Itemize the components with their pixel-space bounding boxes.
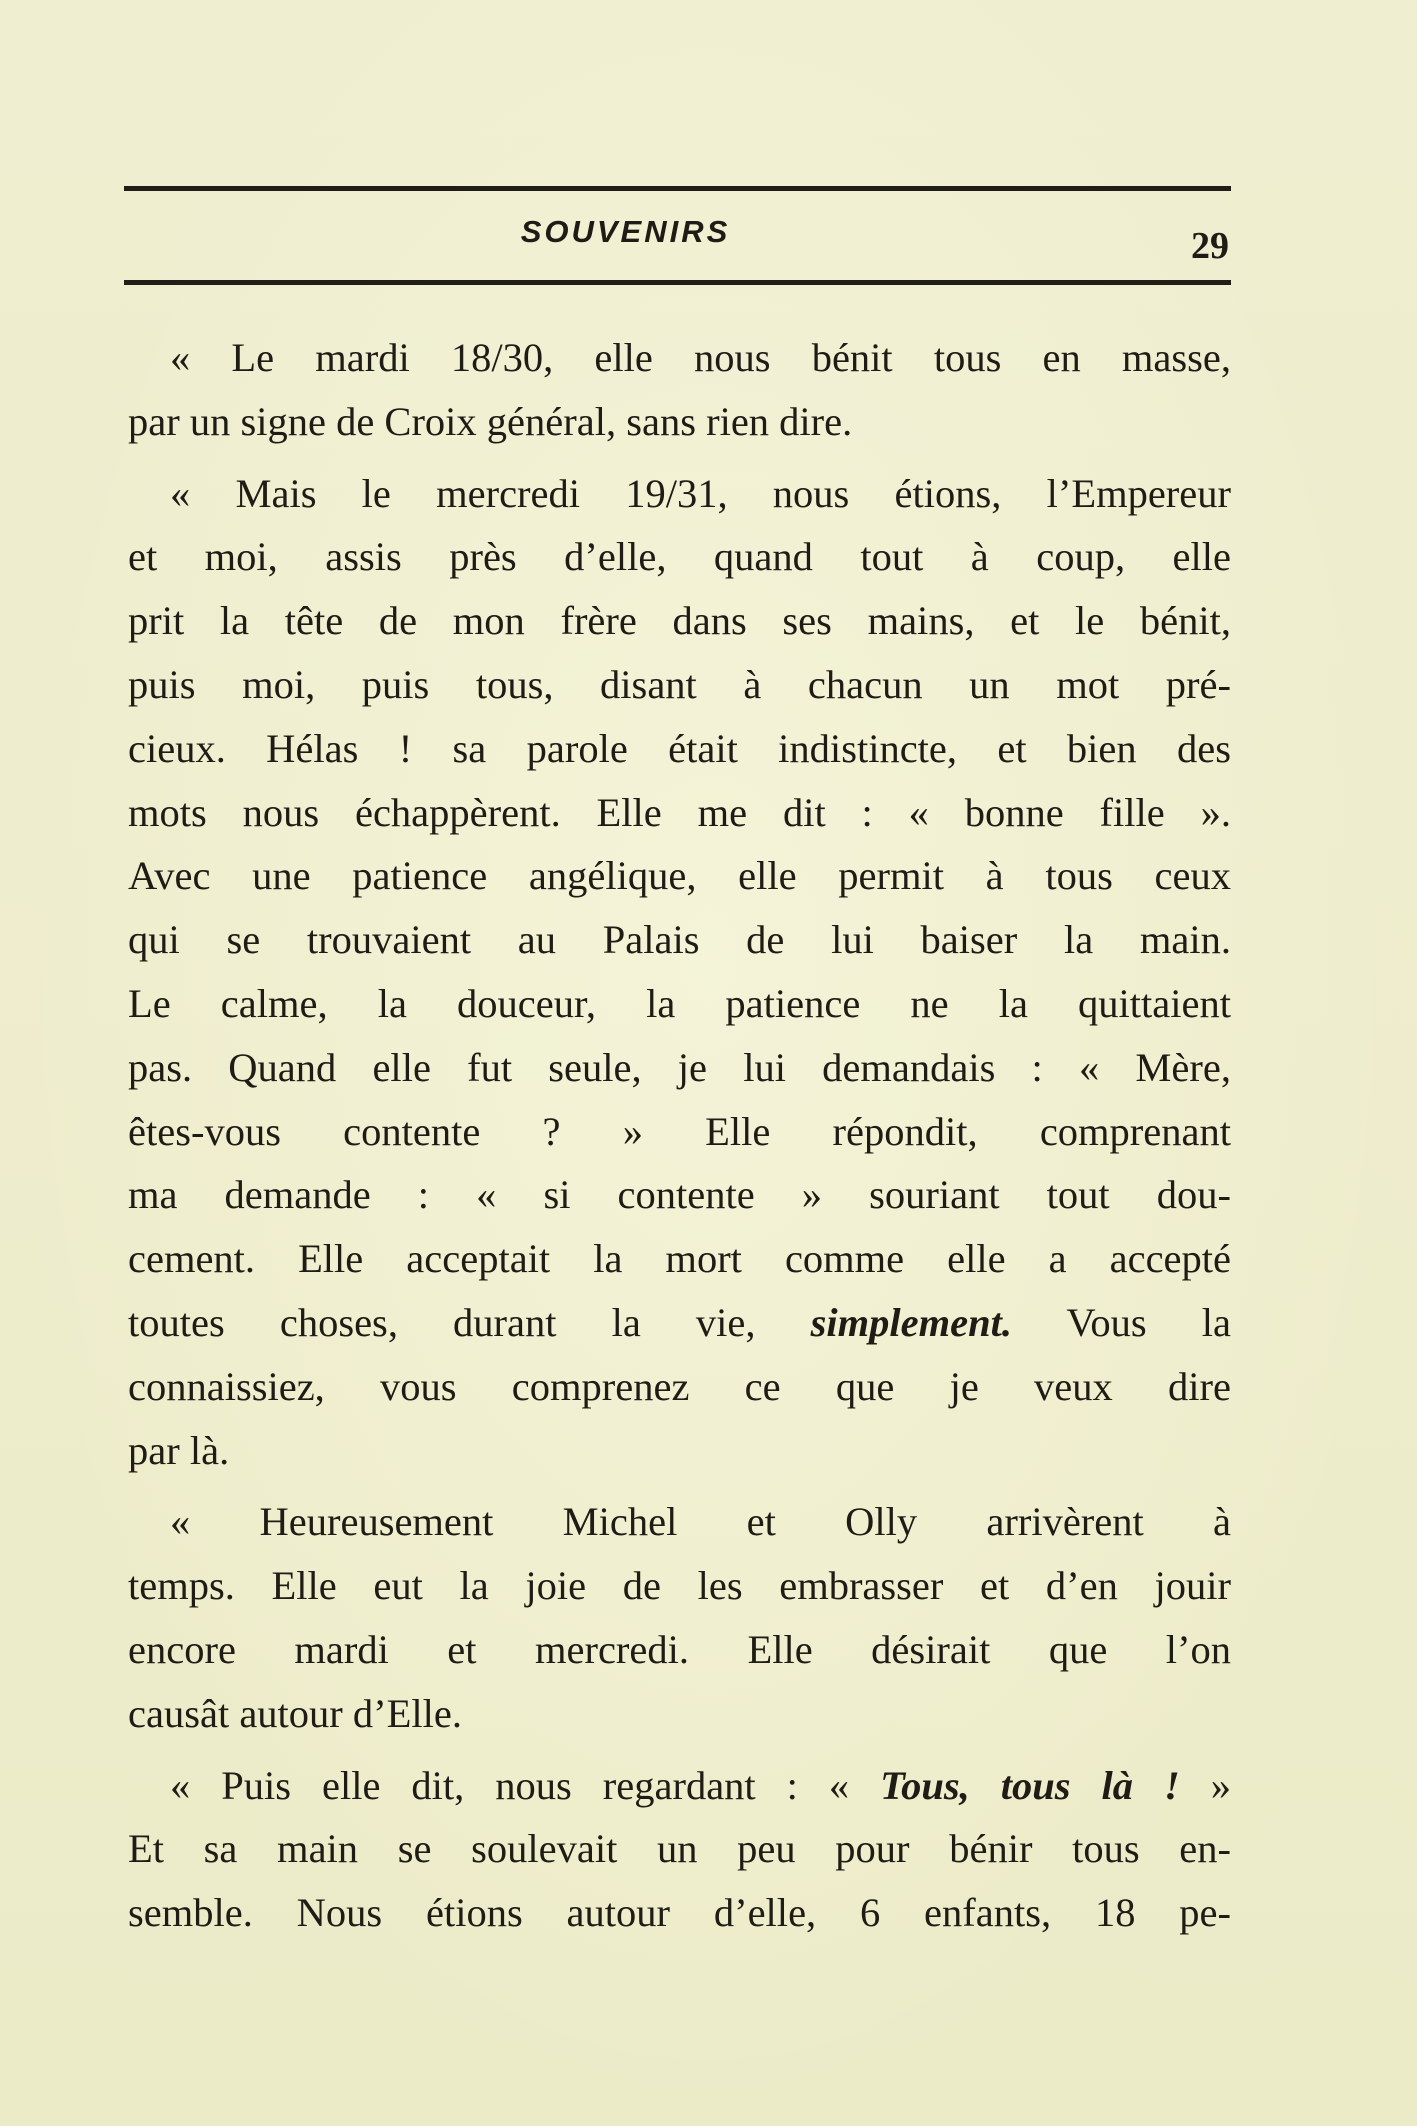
- italic-run: Tous, tous là !: [880, 1762, 1180, 1808]
- text-line: semble. Nous étions autour d’elle, 6 enfants, 18 pe-: [128, 1890, 1231, 1936]
- text-line: prit la tête de mon frère dans ses mains, et le bénit,: [128, 598, 1231, 644]
- text-run: Vous la: [1012, 1299, 1231, 1345]
- text-line: ma demande : « si contente » souriant tout dou-: [128, 1172, 1231, 1218]
- running-head: [124, 212, 1231, 267]
- text-line: Et sa main se soulevait un peu pour bénir tous en-: [128, 1826, 1231, 1872]
- text-line: Le calme, la douceur, la patience ne la quittaient: [128, 980, 1231, 1026]
- text-line: puis moi, puis tous, disant à chacun un mot pré-: [128, 661, 1231, 707]
- text-line: mots nous échappèrent. Elle me dit : « bonne fille ».: [128, 789, 1231, 835]
- text-line: cieux. Hélas ! sa parole était indistincte, et bien des: [128, 725, 1231, 771]
- running-title: SOUVENIRS: [520, 214, 731, 249]
- italic-run: simplement.: [810, 1299, 1013, 1345]
- text-line: cement. Elle acceptait la mort comme elle a accepté: [128, 1236, 1231, 1282]
- paragraph: [128, 1754, 1231, 1945]
- text-line: « Mais le mercredi 19/31, nous étions, l’Empereur: [170, 470, 1231, 516]
- paragraph: [128, 462, 1231, 1483]
- paragraph: [128, 326, 1231, 454]
- text-line: causât autour d’Elle.: [128, 1690, 462, 1736]
- text-line: « Heureusement Michel et Olly arrivèrent à: [170, 1499, 1231, 1545]
- paragraph: [128, 1490, 1231, 1745]
- text-line: pas. Quand elle fut seule, je lui demandais : « Mère,: [128, 1044, 1231, 1090]
- text-line: qui se trouvaient au Palais de lui baiser la main.: [128, 917, 1231, 963]
- text-line: « Le mardi 18/30, elle nous bénit tous en masse,: [170, 335, 1231, 380]
- header-rule-top: [124, 186, 1231, 191]
- text-run: »: [1179, 1762, 1232, 1808]
- text-line: et moi, assis près d’elle, quand tout à coup, elle: [128, 534, 1231, 580]
- text-line: par là.: [128, 1427, 230, 1473]
- text-run: toutes choses, durant la vie,: [128, 1299, 811, 1345]
- text-line-mixed: [128, 1291, 1231, 1355]
- text-line: encore mardi et mercredi. Elle désirait que l’on: [128, 1626, 1231, 1672]
- header-rule-bottom: [124, 280, 1231, 285]
- text-run: « Puis elle dit, nous regardant : «: [170, 1762, 881, 1808]
- body-text: [128, 326, 1231, 1945]
- text-line: êtes-vous contente ? » Elle répondit, comprenant: [128, 1108, 1231, 1154]
- text-line: Avec une patience angélique, elle permit à tous ceux: [128, 853, 1231, 899]
- page-number: 29: [1191, 225, 1229, 267]
- text-line-mixed: [128, 1754, 1231, 1818]
- text-line: temps. Elle eut la joie de les embrasser et d’en jouir: [128, 1563, 1231, 1609]
- text-line: par un signe de Croix général, sans rien dire.: [128, 398, 853, 444]
- text-line: connaissiez, vous comprenez ce que je veux dire: [128, 1363, 1231, 1409]
